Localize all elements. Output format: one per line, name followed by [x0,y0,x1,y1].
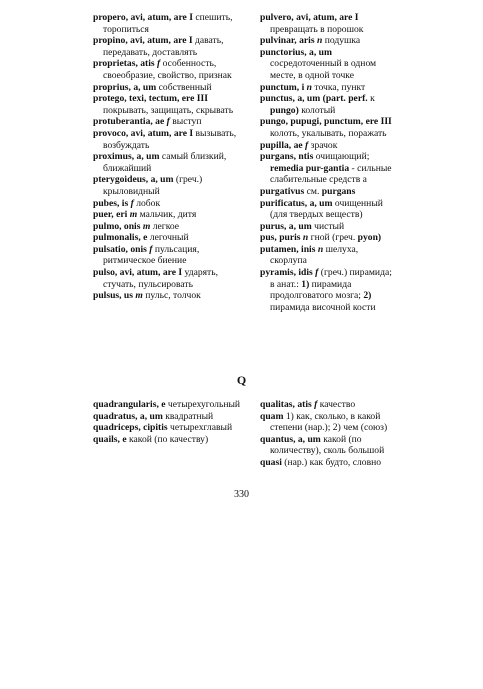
entry [260,140,392,152]
headword: protuberantia, ae [93,116,165,128]
definition: квадратный [162,410,214,422]
gender-marker: f [312,267,319,279]
definition: мальчик, дитя [137,209,197,221]
headword: purgativus [260,185,305,197]
definition: лобок [133,197,161,209]
definition: четырехглавый [167,422,233,434]
headword: qualitas, atis [260,399,312,410]
headword: pupilla, ae [260,139,303,151]
headword: quantus, a, um [260,433,321,445]
definition: качество [317,399,356,410]
definition: ударять, стучать, пульсировать [103,267,219,290]
headword: pungo, pupugi, punctum, ere III [260,116,392,128]
entry [260,198,392,221]
definition: давать, передавать, доставлять [103,35,224,58]
entry [93,290,251,302]
definition: 1) как, сколько, в какой степени (нар.); 2) чем (союз) [270,410,388,434]
entry [93,35,251,58]
headword: quadrangularis, e [93,399,166,410]
entry [93,209,251,221]
definition: превращать в порошок [270,23,364,35]
gender-marker: m [133,290,143,302]
headword: pulvero, avi, atum, are I [260,12,359,23]
definition: чистый [311,220,345,232]
headword-ref: 2) [363,290,372,302]
definition: гной (греч. [308,232,358,244]
q-left-column [93,399,251,445]
entry [93,399,251,411]
gender-marker: n [300,232,309,244]
headword: quadriceps, cipitis [93,422,168,434]
entry [93,422,251,434]
definition: очищающий; [313,151,370,163]
entry [260,151,392,186]
entry [260,232,392,244]
headword-ref: remedia pur-gantia [270,162,350,174]
headword: quadratus, a, um [93,410,163,422]
definition: какой (по количеству), сколь большой [270,433,385,457]
entry [260,116,392,139]
gender-marker: f [154,58,161,70]
definition: очищенный (для твердых веществ) [270,197,383,221]
entry [93,434,251,446]
headword: purgans, ntis [260,151,314,163]
definition: покрывать, защищать, скрывать [103,104,234,116]
headword: puer, eri [93,209,128,221]
headword: pulso, avi, atum, are I [93,267,183,279]
headword: quam [260,410,284,422]
headword: pulmonalis, e [93,232,148,244]
gender-marker: n [315,243,324,255]
gender-marker: n [314,35,323,47]
headword: proximus, a, um [93,151,160,163]
entry [93,116,251,128]
definition: подушка [322,35,361,47]
entry [260,35,392,47]
definition: - сильные слабительные средств а [270,162,392,186]
section-letter: Q [236,373,247,387]
entry [260,267,392,313]
gender-marker: f [164,116,170,128]
definition: колотый [298,104,336,116]
definition: особенность, своеобразие, свойство, признак [103,58,232,81]
headword: pyramis, idis [260,267,313,279]
gender-marker: n [304,81,312,93]
definition: легкое [150,220,180,232]
entry [260,434,392,457]
definition: сосредоточенный в одном месте, в одной точке [270,58,377,81]
entry [93,58,251,81]
entry [260,457,392,469]
entry [93,221,251,233]
definition: четырехугольный [165,399,241,410]
headword: quasi [260,456,282,468]
gender-marker: f [311,399,318,410]
gender-marker: f [128,197,134,209]
entry [93,128,251,151]
entry [260,186,392,198]
definition: точка, пункт [311,81,366,93]
definition: пирамида височной кости [270,301,376,313]
gender-marker: m [140,220,151,232]
q-right-column [260,399,392,469]
headword: propino, avi, atum, are I [93,35,193,47]
entry [260,47,392,82]
entry [93,411,251,423]
headword: proprius, a, um [93,81,157,93]
entry [260,399,392,411]
gender-marker: f [302,139,309,151]
headword: proprietas, atis [93,58,155,70]
gender-marker: m [127,209,138,221]
definition: пирамида продолговатого мозга; [270,278,364,302]
entry [260,244,392,267]
headword: purus, a, um [260,220,312,232]
headword: purificatus, a, um [260,197,333,209]
page-number: 330 [234,489,249,500]
entry [260,221,392,233]
definition: (греч.) пирамида; в анат.: [270,267,392,290]
entry [93,93,251,116]
entry [93,244,251,267]
entry [93,151,251,174]
definition: спешить, торопиться [103,12,233,35]
headword: pterygoideus, a, um [93,174,174,186]
definition: легочный [147,232,189,244]
definition: какой (по качеству) [126,433,209,445]
definition: пульсация, ритмическое биение [103,243,200,267]
definition: шелуха, скорлупа [270,243,359,267]
definition: (нар.) как будто, словно [281,456,382,468]
definition: см. [304,185,322,197]
headword: quails, e [93,433,127,445]
headword: pus, puris [260,232,301,244]
headword: punctum, i [260,81,305,93]
headword: punctorius, a, um [260,46,332,58]
definition: собственный [156,81,212,93]
entry [93,174,251,197]
definition: (греч.) крыловидный [103,174,203,197]
headword: punctus, a, um (part. perf. [260,93,368,105]
entry [93,198,251,210]
headword: propero, avi, atum, are I [93,12,193,23]
headword-ref: pungo) [270,104,299,116]
headword: pulvinar, aris [260,35,315,47]
headword-ref: pyon) [357,232,382,244]
entry [260,12,392,35]
entry [93,267,251,290]
headword: putamen, inis [260,243,316,255]
headword: protego, texi, tectum, ere III [93,93,209,105]
headword: provoco, avi, atum, are I [93,127,194,139]
entry [260,82,392,94]
definition: пульс, толчок [142,290,201,302]
definition: зрачок [308,139,338,151]
entry [93,232,251,244]
headword: pubes, is [93,197,129,209]
headword: pulsatio, onis [93,243,147,255]
entry [260,411,392,434]
definition: к [367,93,375,105]
headword-ref: 1) [301,278,310,290]
definition: колоть, укалывать, поражать [270,127,387,139]
headword: pulmo, onis [93,220,141,232]
definition: вызывать, возбуждать [103,127,237,151]
right-column [260,12,392,313]
definition: выступ [169,116,202,128]
headword-ref: purgans [321,185,356,197]
entry [93,82,251,94]
entry [260,93,392,116]
left-column [93,12,251,302]
entry [93,12,251,35]
gender-marker: f [146,243,153,255]
definition: самый близкий, ближайший [103,151,227,174]
headword: pulsus, us [93,290,134,302]
